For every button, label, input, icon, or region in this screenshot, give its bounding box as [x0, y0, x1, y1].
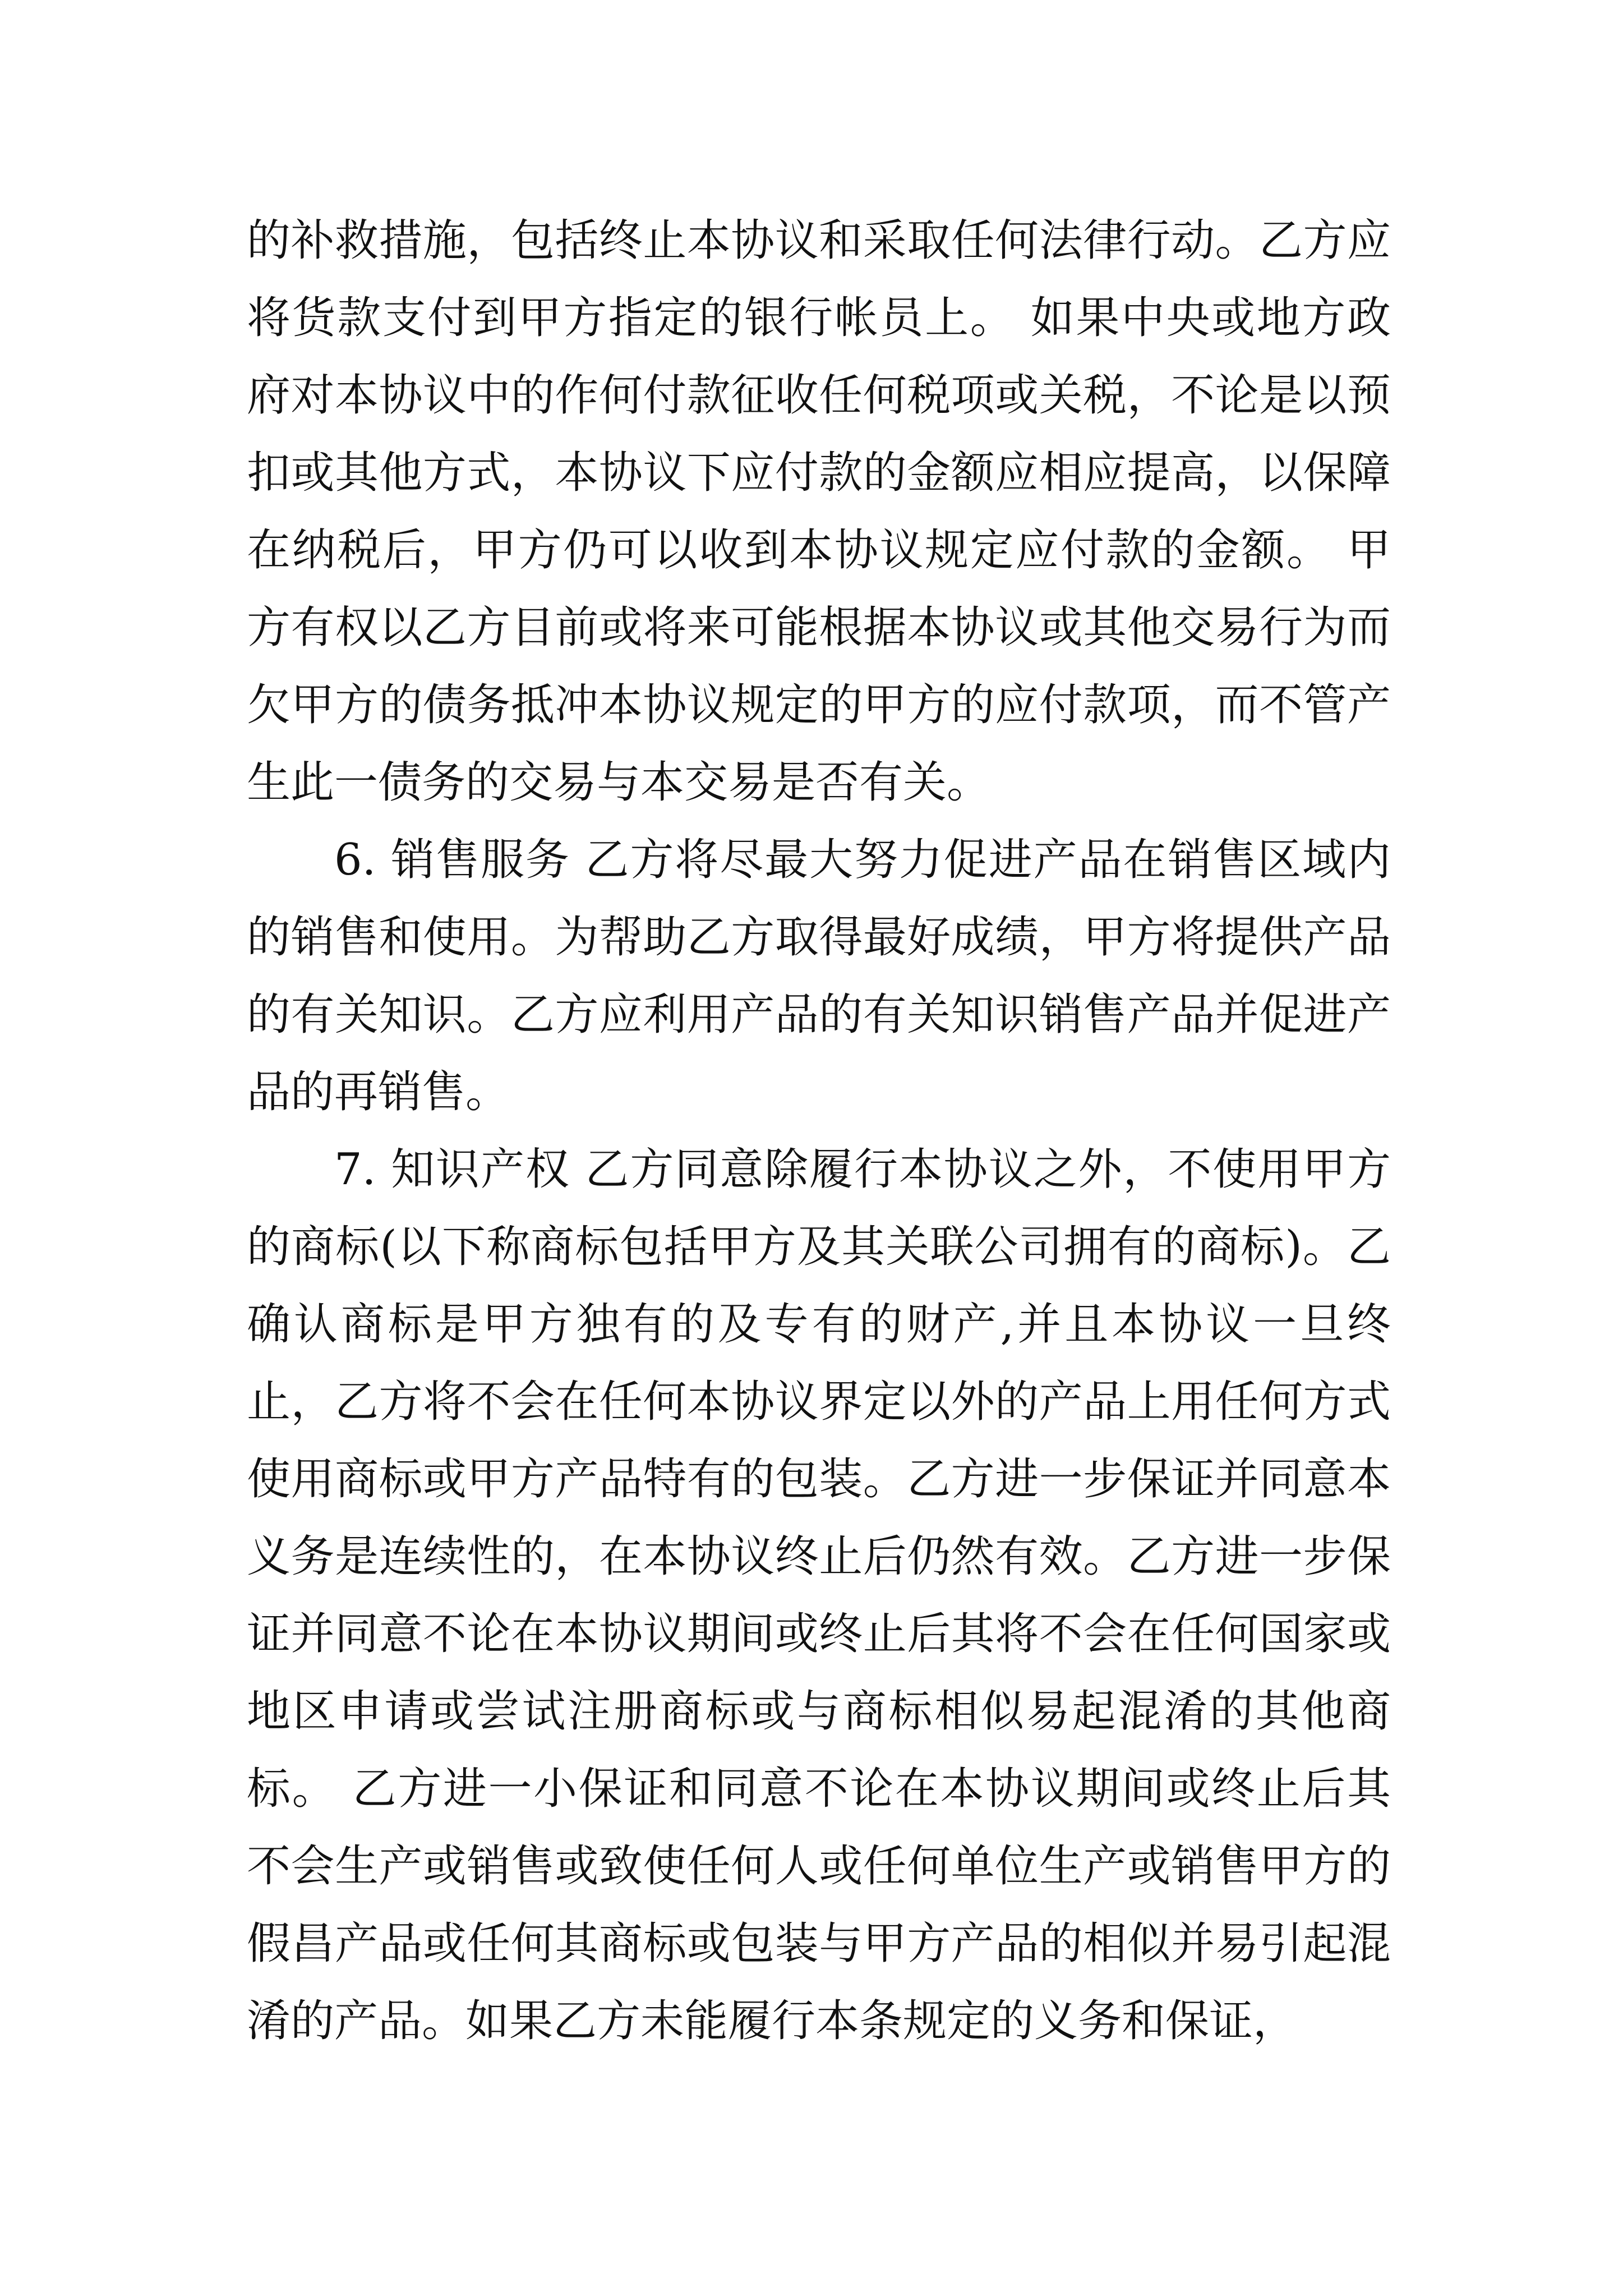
paragraph-intellectual-property: 7. 知识产权 乙方同意除履行本协议之外，不使用甲方的商标(以下称商标包括甲方及其关联公司拥有的商标)。乙确认商标是甲方独有的及专有的财产,并且本协议一旦终止，乙方将不会在任何本协议界定以外的产品上用任何方式使用商标或甲方产品特有的包装。乙方进一步保证并同意本义务是连续性的，在本协议终止后仍然有效。乙方进一步保证并同意不论在本协议期间或终止后其将不会在任何国家或地区申请或尝试注册商标或与商标相似易起混淆的其他商标。 乙方进一小保证和同意不论在本协议期间或终止后其不会生产或销售或致使任何人或任何单位生产或销售甲方的假昌产品或任何其商标或包装与甲方产品的相似并易引起混淆的产品。如果乙方未能履行本条规定的义务和保证， [247, 1144, 1391, 2046]
document-body [247, 202, 1391, 2060]
paragraph-continuation: 的补救措施，包括终止本协议和采取任何法律行动。乙方应将货款支付到甲方指定的银行帐员上。 如果中央或地方政府对本协议中的作何付款征收任何税项或关税，不论是以预扣或其他方式，本协议下应付款的金额应相应提高，以保障在纳税后，甲方仍可以收到本协议规定应付款的金额。 甲方有权以乙方目前或将来可能根据本协议或其他交易行为而欠甲方的债务抵冲本协议规定的甲方的应付款项，而不管产生此一债务的交易与本交易是否有关。 [247, 215, 1391, 808]
paragraph-sales-service: 6. 销售服务 乙方将尽最大努力促进产品在销售区域内的销售和使用。为帮助乙方取得最好成绩，甲方将提供产品的有关知识。乙方应利用产品的有关知识销售产品并促进产品的再销售。 [247, 835, 1391, 1117]
